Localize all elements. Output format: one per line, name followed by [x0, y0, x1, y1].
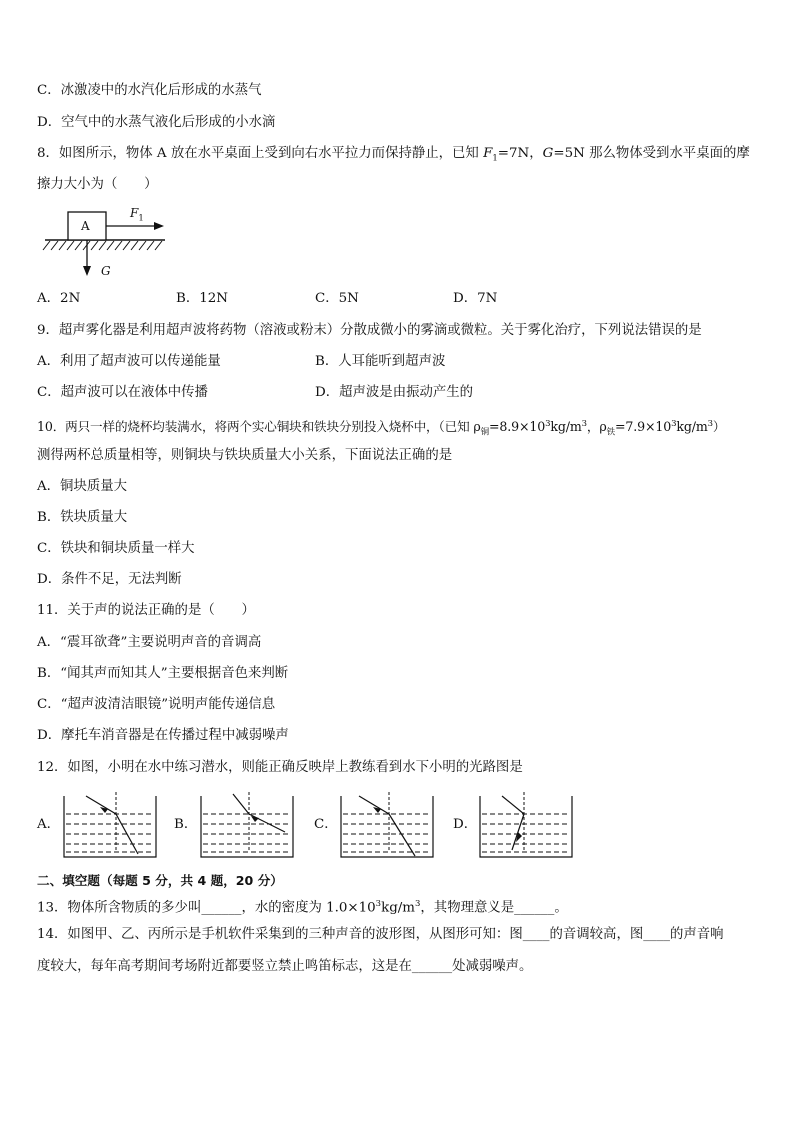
q14-stem-line1: 14．如图甲、乙、丙所示是手机软件采集到的三种声音的波形图，从图形可知：图____的音调较高，图____的声音响	[37, 927, 724, 942]
q12-option-b: B．	[174, 817, 198, 832]
q10-option-c: C．铁块和铜块质量一样大	[37, 541, 195, 556]
q10-stem-line2: 测得两杯总质量相等，则铜块与铁块质量大小关系，下面说法正确的是	[37, 448, 453, 463]
q11-option-d: D．摩托车消音器是在传播过程中减弱噪声	[37, 728, 289, 743]
section-heading-fill-blank: 二、填空题（每题 5 分，共 4 题，20 分）	[37, 873, 283, 888]
q11-option-b: B．“闻其声而知其人”主要根据音色来判断	[37, 666, 289, 681]
q7-option-d: D．空气中的水蒸气液化后形成的小水滴	[37, 115, 276, 130]
q8-option-c: C．5N	[315, 291, 359, 306]
q12-option-a: A．	[37, 817, 61, 832]
q12-stem: 12．如图，小明在水中练习潜水，则能正确反映岸上教练看到水下小明的光路图是	[37, 760, 523, 775]
q12-option-c: C．	[314, 817, 338, 832]
q12-light-path-b	[197, 790, 297, 860]
q8-option-b: B．12N	[176, 291, 228, 306]
gravity-label: G	[101, 264, 111, 278]
q13-stem: 13．物体所含物质的多少叫______，水的密度为 $1.0\times 10^3kg/m^3$，其物理意义是______。	[37, 899, 568, 916]
q8-stem-line2: 擦力大小为（ ）	[37, 177, 158, 192]
q9-option-a: A．利用了超声波可以传递能量	[37, 354, 221, 369]
q11-stem: 11．关于声的说法正确的是（ ）	[37, 603, 255, 618]
q10-option-b: B．铁块质量大	[37, 510, 128, 525]
q9-option-c: C．超声波可以在液体中传播	[37, 385, 208, 400]
q11-option-c: C．“超声波清洁眼镜”说明声能传递信息	[37, 697, 276, 712]
q9-stem: 9．超声雾化器是利用超声波将药物（溶液或粉末）分散成微小的雾滴或微粒。关于雾化治疗，下列说法错误的是	[37, 323, 702, 338]
q12-light-path-d	[476, 790, 576, 860]
q8-option-a: A．2N	[37, 291, 81, 306]
q8-option-d: D．7N	[453, 291, 498, 306]
force-f1-label: $F_1$	[130, 206, 144, 224]
q12-light-path-c	[337, 790, 437, 860]
q8-stem: 8．如图所示，物体 A 放在水平桌面上受到向右水平拉力而保持静止，已知 $F_1=7N$，G=5N 那么物体受到水平桌面的摩	[37, 146, 750, 164]
block-a-label: A	[81, 219, 90, 233]
q10-option-a: A．铜块质量大	[37, 479, 128, 494]
q9-option-b: B．人耳能听到超声波	[315, 354, 446, 369]
q7-option-c: C．冰激凌中的水汽化后形成的水蒸气	[37, 83, 262, 98]
q14-stem-line2: 度较大，每年高考期间考场附近都要竖立禁止鸣笛标志，这是在______处减弱噪声。	[37, 959, 533, 974]
q12-option-d: D．	[453, 817, 478, 832]
q11-option-a: A．“震耳欲聋”主要说明声音的音调高	[37, 635, 262, 650]
q10-stem: 10．两只一样的烧杯均装满水，将两个实心铜块和铁块分别投入烧杯中，（已知 $\rho_铜=8.9\times 10^3kg/m^3$，$\rho_铁=7.9\times 10^3kg/m^3$）	[37, 419, 726, 438]
q10-option-d: D．条件不足，无法判断	[37, 572, 182, 587]
q12-light-path-a	[60, 790, 160, 860]
q9-option-d: D．超声波是由振动产生的	[315, 385, 474, 400]
